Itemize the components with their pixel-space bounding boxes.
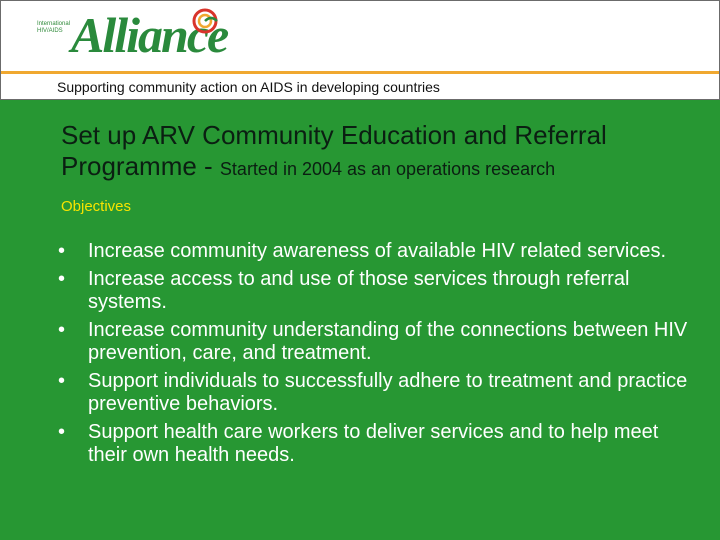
slide-title — [61, 120, 701, 185]
list-item — [58, 370, 698, 417]
bullet-icon: • — [58, 420, 66, 443]
logo-small-text: International HIV/AIDS — [37, 21, 71, 34]
tagline: Supporting community action on AIDS in developing countries — [57, 79, 440, 95]
bullet-icon: • — [58, 267, 66, 290]
title-subtitle: Started in 2004 as an operations research — [219, 159, 556, 179]
header-accent-rule — [1, 71, 719, 74]
objectives-heading: Objectives — [61, 198, 132, 215]
list-item — [58, 421, 698, 468]
title-main: Set up ARV Community Education and Referral Programme - — [61, 120, 607, 181]
list-item — [58, 240, 698, 264]
bullet-text: Support individuals to successfully adhere to treatment and practice preventive behaviors. — [88, 369, 688, 415]
bullet-icon: • — [58, 240, 66, 262]
bullet-icon: • — [58, 369, 66, 392]
objectives-list — [58, 240, 698, 472]
logo-wordmark: Alliance — [71, 7, 228, 63]
bullet-text: Increase community awareness of available HIV related services. — [88, 240, 667, 262]
bullet-icon: • — [58, 318, 66, 341]
bullet-text: Increase access to and use of those services through referral systems. — [88, 267, 630, 313]
logo-swirl-icon — [187, 7, 223, 39]
bullet-text: Support health care workers to deliver services and to help meet their own health needs. — [88, 420, 659, 466]
bullet-text: Increase community understanding of the connections between HIV prevention, care, and treatment. — [88, 318, 688, 364]
list-item — [58, 268, 698, 315]
list-item — [58, 319, 698, 366]
header-banner — [0, 0, 720, 100]
alliance-logo — [37, 7, 227, 65]
